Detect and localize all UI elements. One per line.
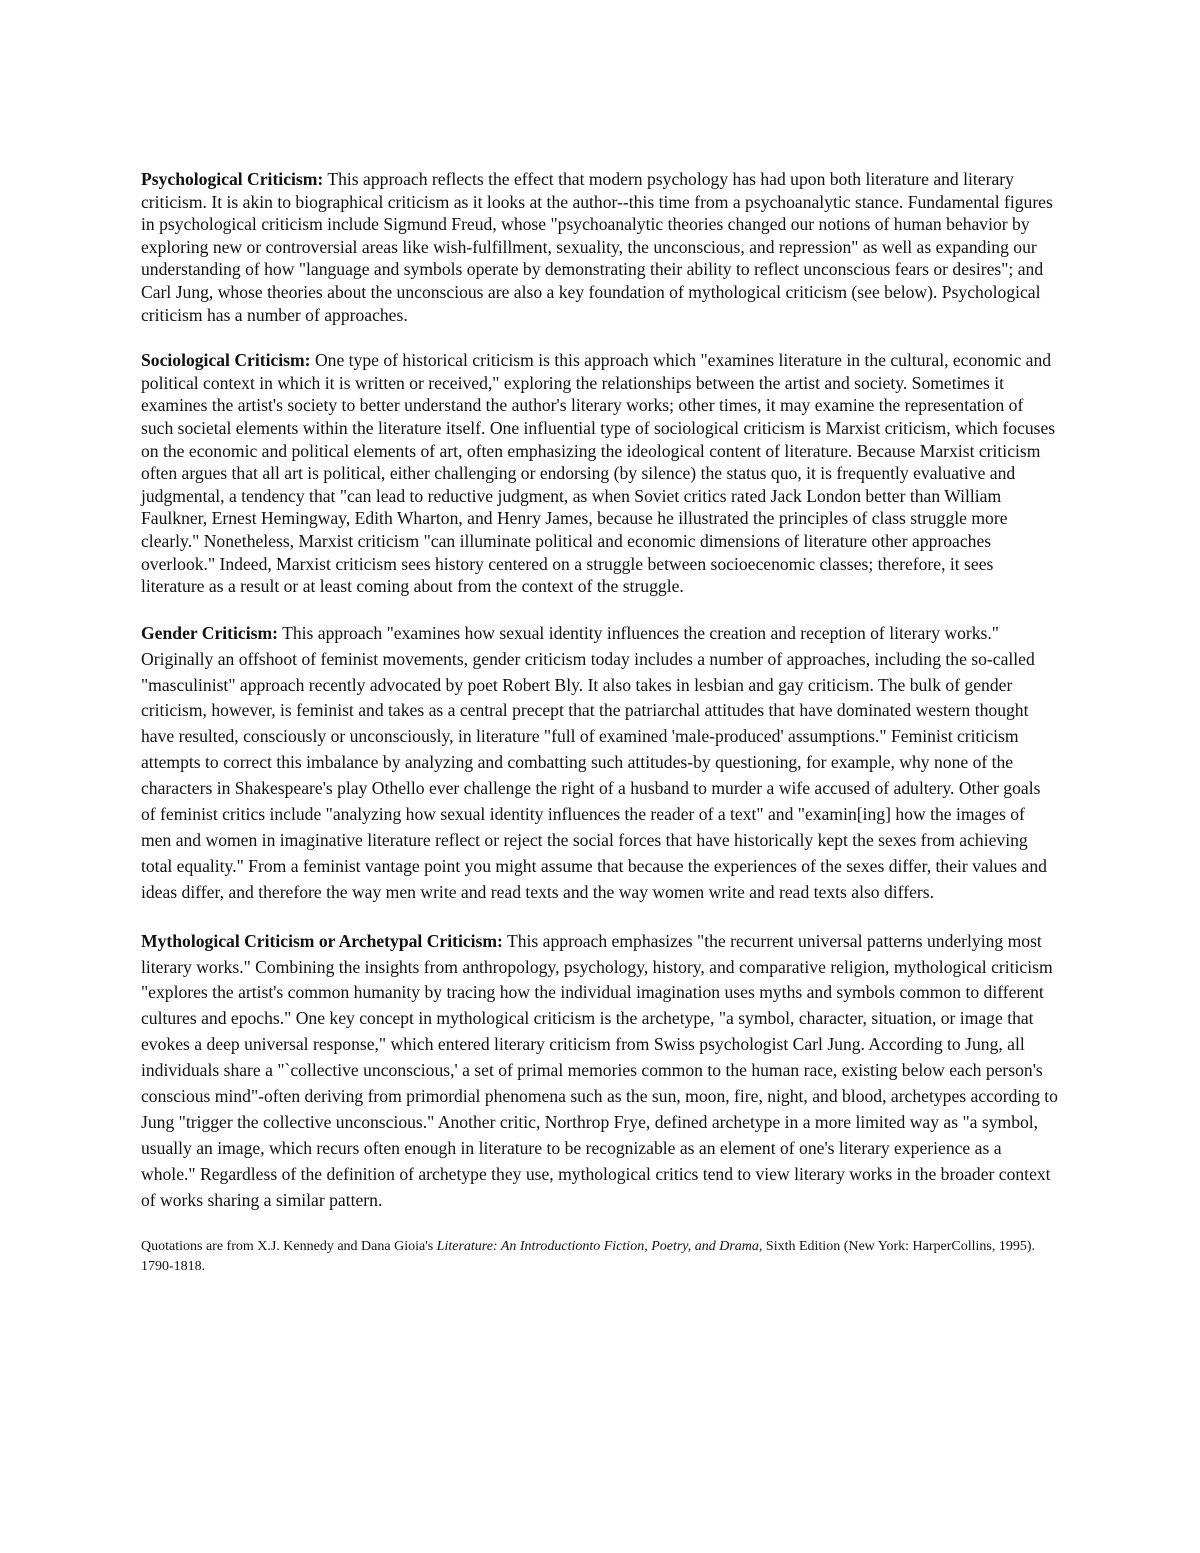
citation-title: Literature: An Introductionto Fiction, Poetry, and Drama, [436,1238,763,1254]
section-term: Psychological Criticism: [141,169,324,189]
section-body: This approach "examines how sexual identity influences the creation and reception of literary works." Originally an offshoot of feminist movements, gender criticism today includes a number of approaches, including the so-called "masculinist" approach recently advocated by poet Robert Bly. It also takes in lesbian and gay criticism. The bulk of gender criticism, however, is feminist and takes as a central precept that the patriarchal attitudes that have dominated western thought have resulted, consciously or unconsciously, in literature "full of examined 'male-produced' assumptions." Feminist criticism attempts to correct this imbalance by analyzing and combatting such attitudes-by questioning, for example, why none of the characters in Shakespeare's play Othello ever challenge the right of a husband to murder a wife accused of adultery. Other goals of feminist critics include "analyzing how sexual identity influences the reader of a text" and "examin[ing] how the images of men and women in imaginative literature reflect or reject the social forces that have historically kept the sexes from achieving total equality." From a feminist vantage point you might assume that because the experiences of the sexes differ, their values and ideas differ, and therefore the way men write and read texts and the way women write and read texts also differs. [141,622,1047,902]
section-term: Mythological Criticism or Archetypal Criticism: [141,930,503,951]
sociological-criticism-paragraph [141,349,1059,598]
document-body [141,168,1059,1277]
citation-suffix: Sixth Edition (New York: HarperCollins, 1995). 1790-1818. [141,1238,1036,1274]
section-term: Sociological Criticism: [141,350,311,371]
psychological-criticism-paragraph [141,168,1059,326]
citation-note [141,1237,1059,1277]
section-body: This approach emphasizes "the recurrent universal patterns underlying most literary works." Combining the insights from anthropology, psychology, history, and comparative religion, mythological criticism "explores the artist's common humanity by tracing how the individual imagination uses myths and symbols common to different cultures and epochs." One key concept in mythological criticism is the archetype, "a symbol, character, situation, or image that evokes a deep universal response," which entered literary criticism from Swiss psychologist Carl Jung. According to Jung, all individuals share a "`collective unconscious,' a set of primal memories common to the human race, existing below each person's conscious mind"-often deriving from primordial phenomena such as the sun, moon, fire, night, and blood, archetypes according to Jung "trigger the collective unconscious." Another critic, Northrop Frye, defined archetype in a more limited way as "a symbol, usually an image, which recurs often enough in literature to be recognizable as an element of one's literary experience as a whole." Regardless of the definition of archetype they use, mythological critics tend to view literary works in the broader context of works sharing a similar pattern. [141,930,1058,1210]
section-body: One type of historical criticism is this approach which "examines literature in the cultural, economic and political context in which it is written or received," exploring the relationships between the artist and society. Sometimes it examines the artist's society to better understand the author's literary works; other times, it may examine the representation of such societal elements within the literature itself. One influential type of sociological criticism is Marxist criticism, which focuses on the economic and political elements of art, often emphasizing the ideological content of literature. Because Marxist criticism often argues that all art is political, either challenging or endorsing (by silence) the status quo, it is frequently evaluative and judgmental, a tendency that "can lead to reductive judgment, as when Soviet critics rated Jack London better than William Faulkner, Ernest Hemingway, Edith Wharton, and Henry James, because he illustrated the principles of class struggle more clearly." Nonetheless, Marxist criticism "can illuminate political and economic dimensions of literature other approaches overlook." Indeed, Marxist criticism sees history centered on a struggle between socioecenomic classes; therefore, it sees literature as a result or at least coming about from the context of the struggle. [141,350,1056,597]
mythological-criticism-paragraph [141,929,1059,1214]
citation-prefix: Quotations are from X.J. Kennedy and Dana Gioia's [141,1238,437,1254]
gender-criticism-paragraph [141,621,1059,906]
section-term: Gender Criticism: [141,622,278,643]
section-body: This approach reflects the effect that modern psychology has had upon both literature and literary criticism. It is akin to biographical criticism as it looks at the author--this time from a psychoanalytic stance. Fundamental figures in psychological criticism include Sigmund Freud, whose "psychoanalytic theories changed our notions of human behavior by exploring new or controversial areas like wish-fulfillment, sexuality, the unconscious, and repression" as well as expanding our understanding of how "language and symbols operate by demonstrating their ability to reflect unconscious fears or desires"; and Carl Jung, whose theories about the unconscious are also a key foundation of mythological criticism (see below). Psychological criticism has a number of approaches. [141,169,1053,325]
